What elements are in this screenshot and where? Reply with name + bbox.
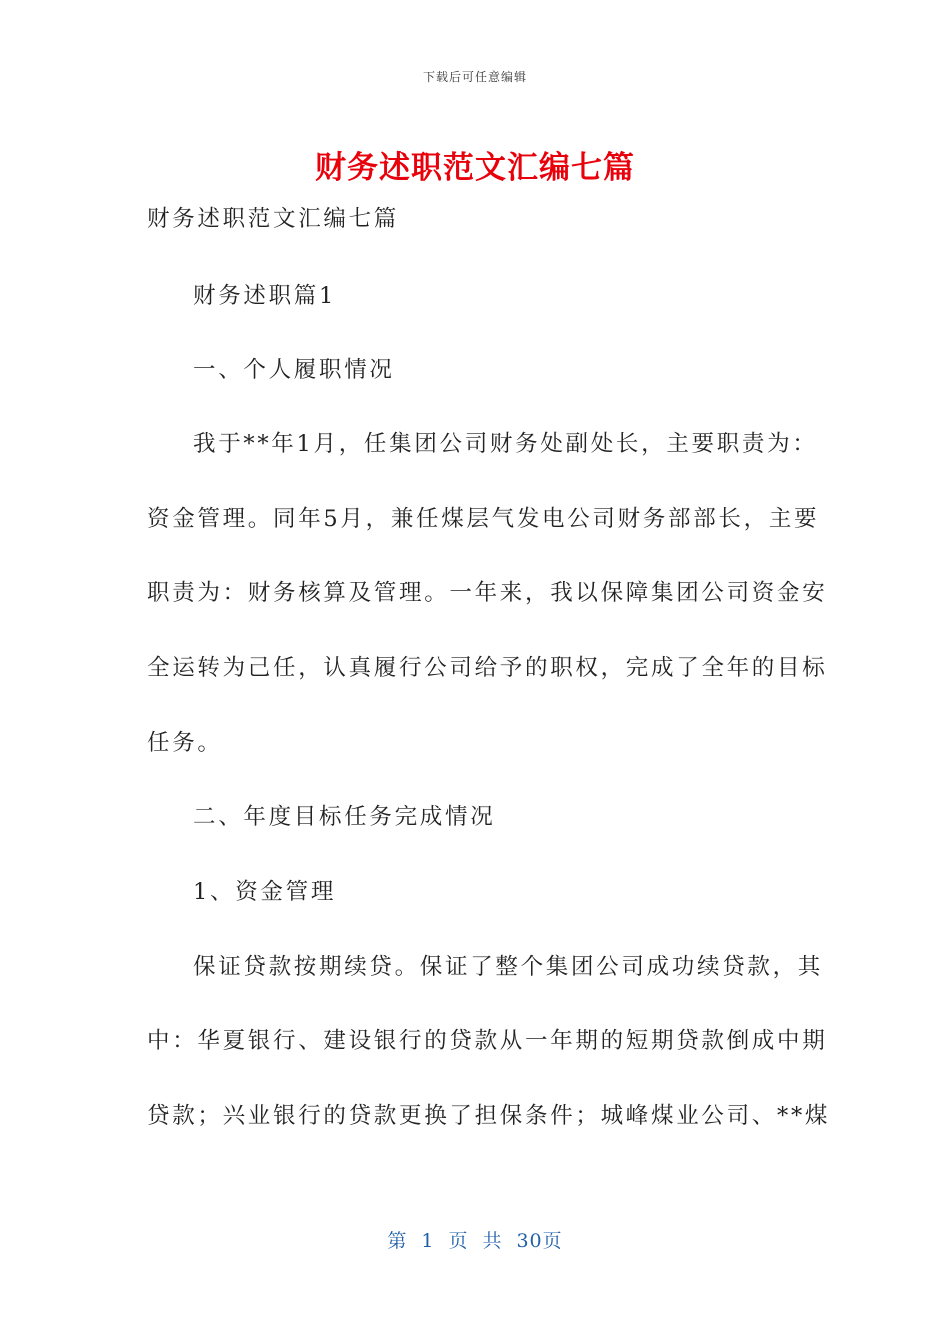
footer-prefix: 第 (387, 1230, 408, 1252)
body-line: 财务述职范文汇编七篇 (147, 206, 400, 232)
body-line: 资金管理。同年5月，兼任煤层气发电公司财务部部长，主要 (147, 506, 820, 532)
section-heading: 一、个人履职情况 (193, 357, 395, 383)
body-line: 全运转为己任，认真履行公司给予的职权，完成了全年的目标 (147, 655, 828, 681)
document-title: 财务述职范文汇编七篇 (315, 150, 635, 186)
body-line: 中：华夏银行、建设银行的贷款从一年期的短期贷款倒成中期 (147, 1028, 828, 1054)
section-heading: 二、年度目标任务完成情况 (193, 804, 496, 830)
footer-total-word: 共 (482, 1230, 503, 1252)
body-line: 任务。 (147, 730, 223, 756)
total-pages: 30页 (516, 1230, 563, 1252)
body-line: 财务述职篇1 (193, 283, 337, 309)
subsection-heading: 1、资金管理 (193, 879, 337, 905)
body-line: 我于**年1月，任集团公司财务处副处长，主要职责为： (193, 431, 818, 457)
body-line: 职责为：财务核算及管理。一年来，我以保障集团公司资金安 (147, 580, 828, 606)
current-page-number: 1 (421, 1230, 435, 1252)
page-footer (0, 1226, 950, 1253)
body-line: 贷款；兴业银行的贷款更换了担保条件；城峰煤业公司、**煤 (147, 1103, 831, 1129)
footer-page-word: 页 (448, 1230, 469, 1252)
header-note: 下载后可任意编辑 (422, 70, 527, 84)
body-line: 保证贷款按期续贷。保证了整个集团公司成功续贷款，其 (193, 954, 824, 980)
